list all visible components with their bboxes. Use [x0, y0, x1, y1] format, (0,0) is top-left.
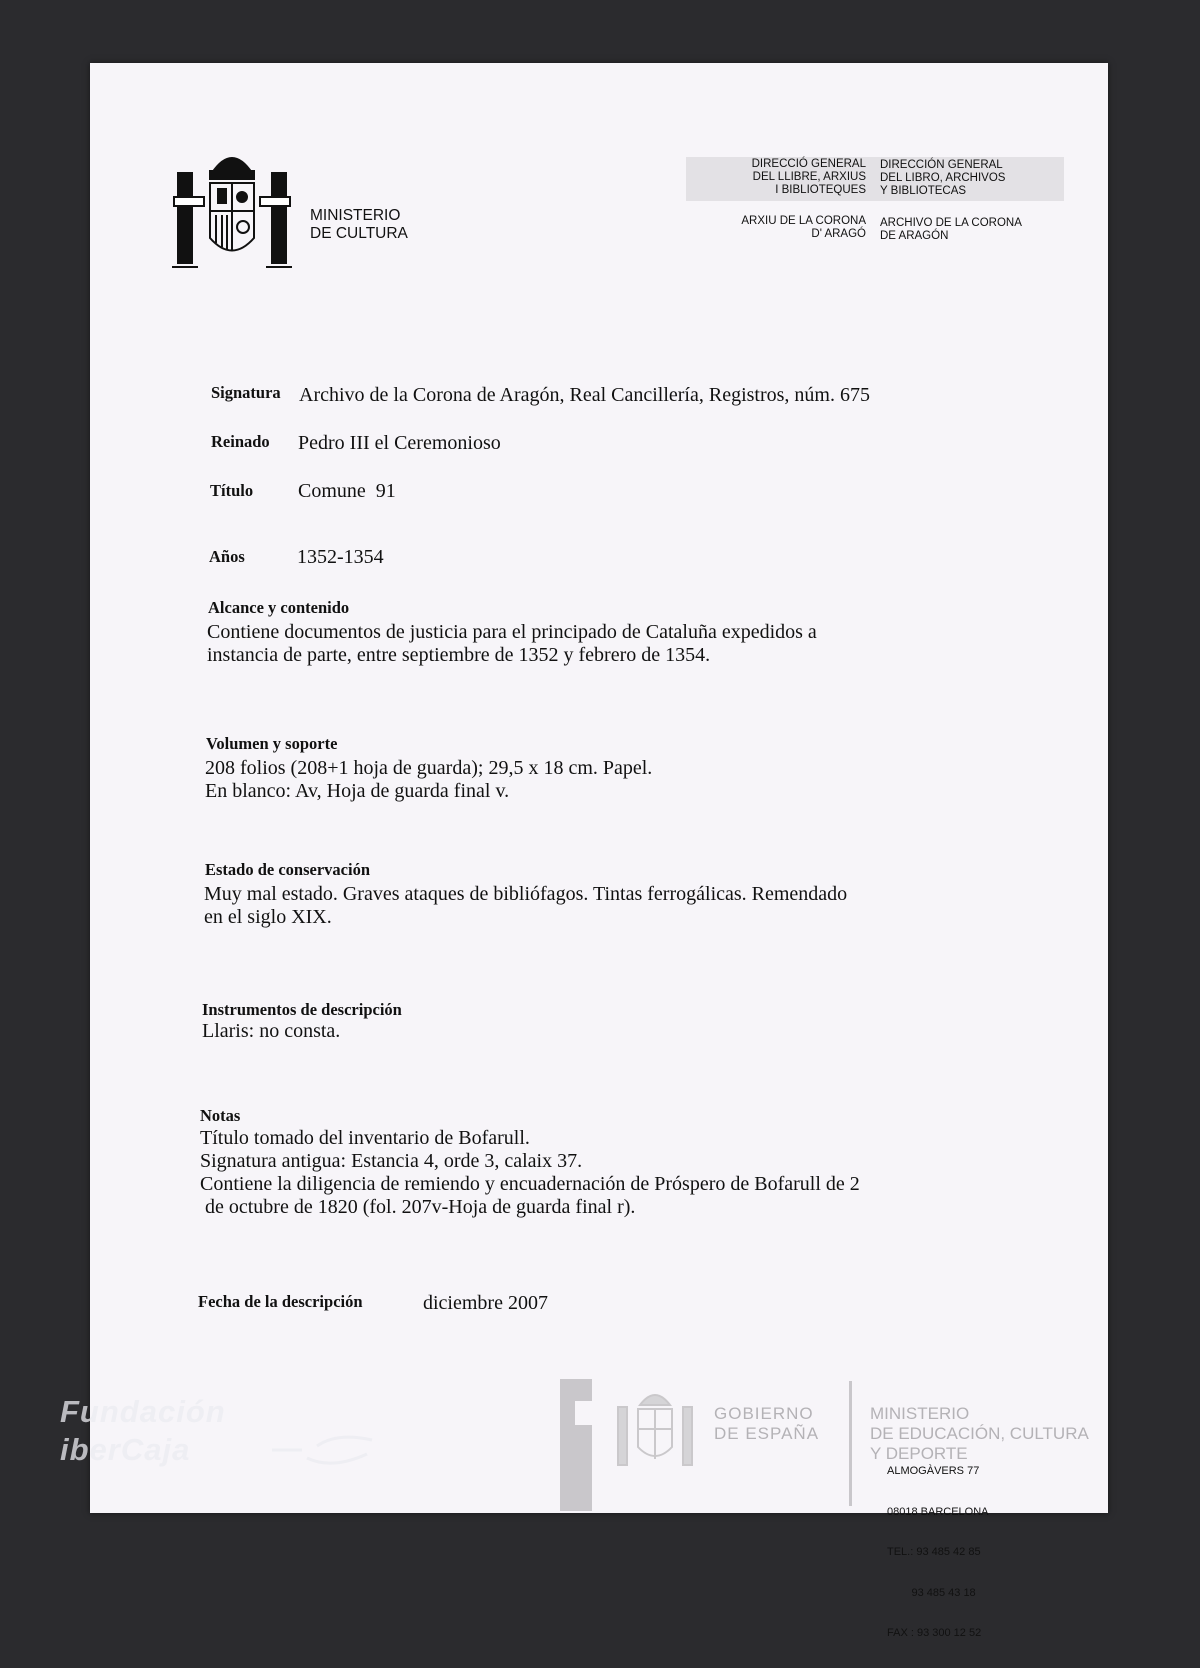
header-line: ARXIU DE LA CORONA: [741, 215, 866, 227]
volumen-title: Volumen y soporte: [206, 734, 338, 753]
watermark: [60, 1393, 226, 1469]
ministerio-line: MINISTERIO: [870, 1404, 970, 1423]
coat-of-arms-icon: [172, 143, 292, 273]
header-line: DIRECCIÓ GENERAL: [751, 158, 866, 170]
header-line: I BIBLIOTEQUES: [775, 184, 866, 196]
notas-title: Notas: [200, 1106, 241, 1125]
ministry-name: [310, 207, 408, 243]
footer-stripe: [560, 1379, 592, 1511]
reinado-label: Reinado: [211, 432, 270, 451]
header-line: DEL LIBRO, ARCHIVOS: [880, 172, 1006, 184]
address-line: TEL.: 93 485 42 85: [887, 1546, 981, 1558]
address-line: FAX : 93 300 12 52: [887, 1627, 982, 1639]
alcance-body: Contiene documentos de justicia para el principado de Cataluña expedidos a instancia de parte, entre septiembre de 1352 y febrero de 1354.: [207, 621, 817, 666]
government-seal-icon: [610, 1385, 700, 1470]
watermark-line: Fundación: [60, 1394, 226, 1429]
fecha-label: Fecha de la descripción: [198, 1292, 363, 1311]
header-line: Y BIBLIOTECAS: [880, 185, 967, 197]
gobierno-line: DE ESPAÑA: [714, 1424, 820, 1443]
ministerio-line: Y DEPORTE: [870, 1444, 968, 1463]
titulo-label: Título: [210, 481, 254, 500]
instrumentos-body: Llaris: no consta.: [202, 1020, 341, 1042]
ministry-line: MINISTERIO: [310, 207, 401, 224]
dg-catalan: [666, 158, 866, 197]
watermark-swoosh-icon: [272, 1428, 382, 1468]
document-page: [90, 63, 1108, 1639]
address-line: ALMOGÀVERS 77: [887, 1465, 980, 1477]
header-line: ARCHIVO DE LA CORONA: [880, 217, 1022, 229]
instrumentos-title: Instrumentos de descripción: [202, 1000, 402, 1019]
fecha-value: diciembre 2007: [423, 1292, 548, 1314]
archive-catalan: [666, 215, 866, 241]
anos-value: 1352-1354: [297, 546, 384, 568]
header-line: D' ARAGÓ: [811, 228, 866, 240]
signatura-value: Archivo de la Corona de Aragón, Real Cancillería, Registros, núm. 675: [299, 384, 870, 406]
header-line: DE ARAGÓN: [880, 230, 949, 242]
footer-divider: [849, 1381, 852, 1506]
gobierno-line: GOBIERNO: [714, 1404, 814, 1423]
dg-spanish: [880, 159, 1005, 198]
ministerio-line: DE EDUCACIÓN, CULTURA: [870, 1424, 1089, 1443]
notas-body: Título tomado del inventario de Bofarull. Signatura antigua: Estancia 4, orde 3, calaix 37. Contiene la diligencia de remiendo y encuadernación de Próspero de Bofarull de 2 de octubre de 1820 (fol. 207v-Hoja de guarda final r).: [200, 1127, 860, 1218]
titulo-value: Comune 91: [298, 480, 396, 502]
ministry-line: DE CULTURA: [310, 225, 408, 242]
header-line: DIRECCIÓN GENERAL: [880, 159, 1003, 171]
alcance-title: Alcance y contenido: [208, 598, 350, 617]
archive-spanish: [880, 217, 1022, 243]
volumen-body: 208 folios (208+1 hoja de guarda); 29,5 x 18 cm. Papel. En blanco: Av, Hoja de guarda final v.: [205, 757, 653, 802]
gobierno-text: [714, 1404, 819, 1444]
anos-label: Años: [209, 547, 245, 566]
reinado-value: Pedro III el Ceremonioso: [298, 432, 501, 454]
estado-body: Muy mal estado. Graves ataques de bibliófagos. Tintas ferrogálicas. Remendado en el siglo XIX.: [204, 883, 848, 928]
footer-stripe-notch: [575, 1401, 592, 1425]
header-line: DEL LLIBRE, ARXIUS: [752, 171, 866, 183]
signatura-label: Signatura: [211, 383, 281, 402]
address-block: [887, 1438, 989, 1668]
address-line: 08018 BARCELONA: [887, 1505, 989, 1518]
watermark-line: iberCaja: [60, 1432, 191, 1467]
address-line: 93 485 43 18: [887, 1586, 976, 1599]
estado-title: Estado de conservación: [205, 860, 370, 879]
